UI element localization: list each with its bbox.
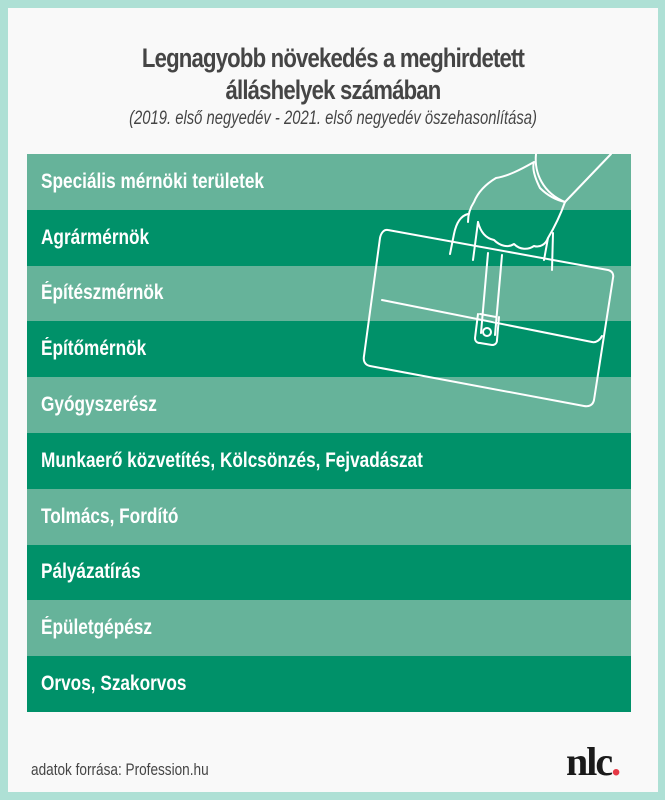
- list-item-label: Építészmérnök: [41, 281, 164, 305]
- list-item-label: Speciális mérnöki területek: [41, 169, 265, 193]
- job-list: [27, 154, 631, 712]
- list-item-label: Orvos, Szakorvos: [41, 672, 187, 696]
- list-item-label: Munkaerő közvetítés, Kölcsönzés, Fejvadászat: [41, 448, 423, 472]
- list-item: [27, 266, 631, 322]
- page-title: [67, 42, 600, 106]
- list-item-label: Épületgépész: [41, 616, 153, 640]
- list-item: [27, 210, 631, 266]
- logo-dot: .: [611, 739, 620, 784]
- list-item-label: Gyógyszerész: [41, 393, 157, 417]
- list-item-label: Agrármérnök: [41, 225, 150, 249]
- title-line-2: álláshelyek számában: [225, 75, 441, 105]
- list-item: [27, 433, 631, 489]
- list-item: [27, 489, 631, 545]
- list-item: [27, 154, 631, 210]
- list-item: [27, 377, 631, 433]
- infographic-panel: [8, 8, 658, 792]
- nlc-logo: [566, 738, 619, 785]
- logo-text: nlc: [566, 739, 612, 784]
- list-item: [27, 321, 631, 377]
- list-item-label: Pályázatírás: [41, 560, 141, 584]
- list-item: [27, 600, 631, 656]
- list-item: [27, 656, 631, 712]
- list-item-label: Tolmács, Fordító: [41, 504, 179, 528]
- subtitle: (2019. első negyedév - 2021. első negyedév öszehasonlítása): [129, 108, 537, 129]
- data-source: adatok forrása: Profession.hu: [31, 760, 209, 779]
- title-line-1: Legnagyobb növekedés a meghirdetett: [141, 43, 525, 73]
- list-item: [27, 545, 631, 601]
- list-item-label: Építőmérnök: [41, 337, 147, 361]
